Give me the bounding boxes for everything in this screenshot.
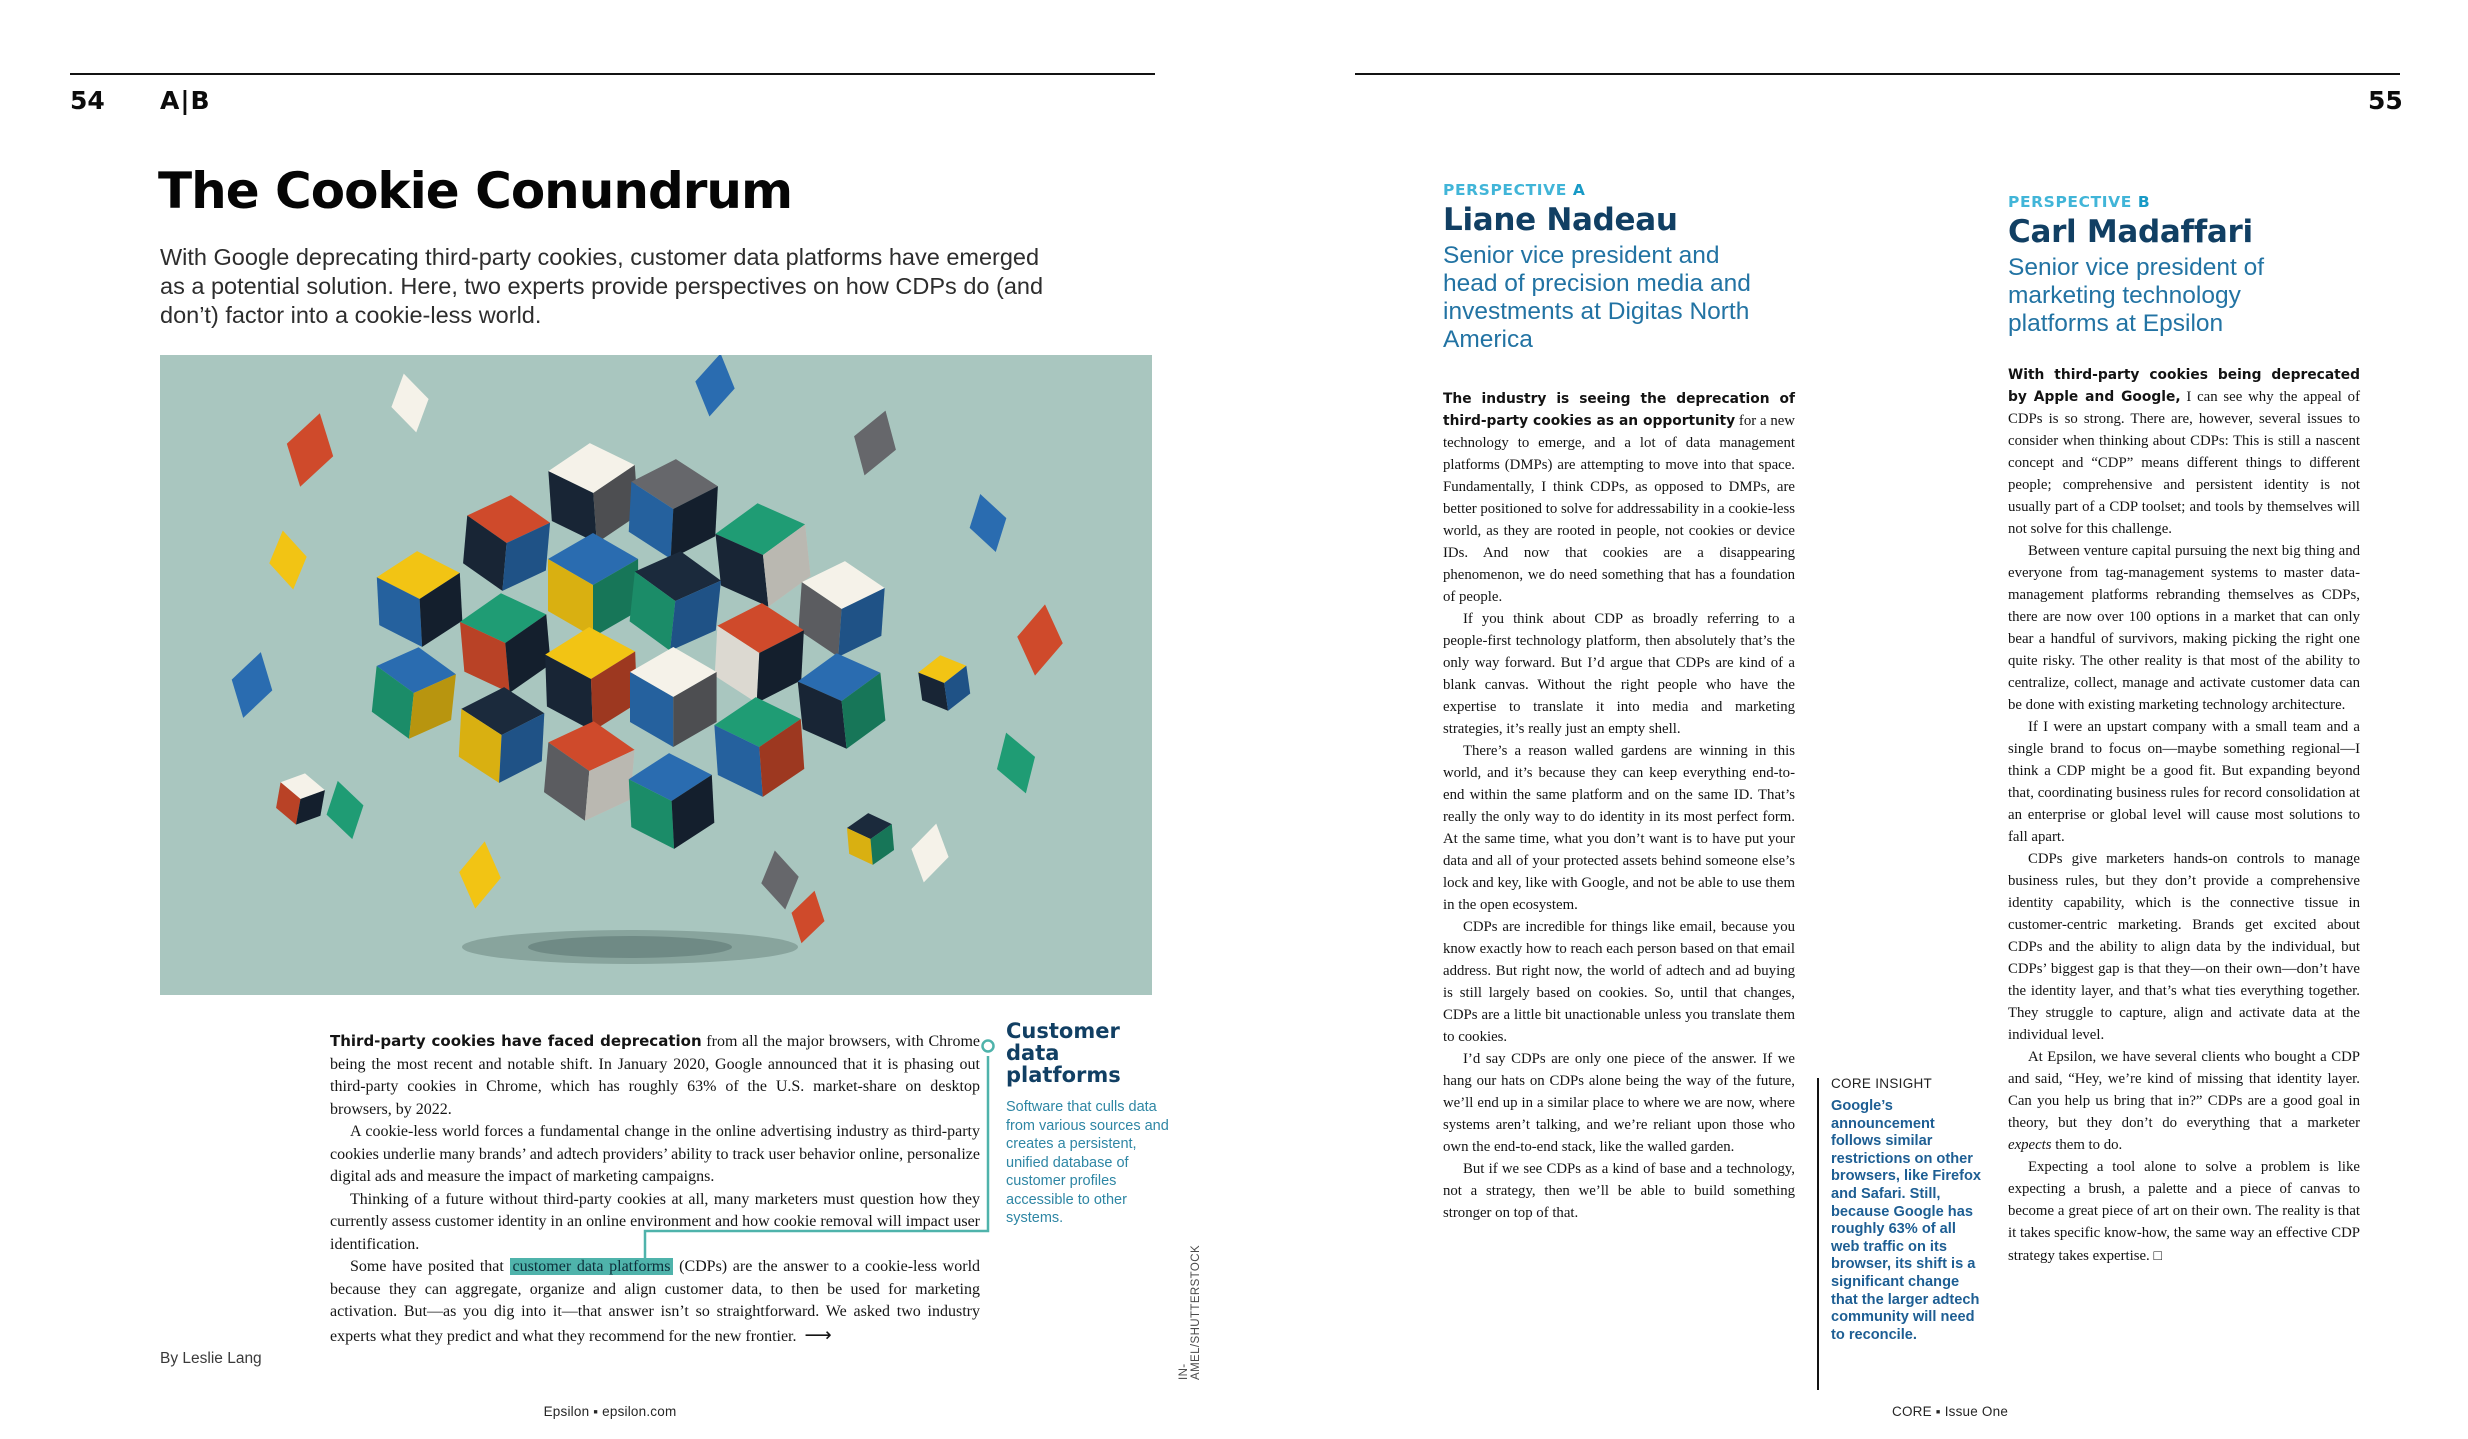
definition-term: Customer data platforms [1006,1019,1121,1087]
perspective-b-role: Senior vice president of marketing technology platforms at Epsilon [2008,254,2265,337]
right-page-rule [1355,73,2400,75]
article-intro: With Google deprecating third-party cookies, customer data platforms have emerged as a potential solution. Here, two experts provide perspectives on how CDPs do (and don’t) factor into a cookie-less world. [160,244,1044,328]
left-page-footer: Epsilon ▪ epsilon.com [543,1404,677,1419]
publication-logo: A|B [160,86,211,115]
column-paragraph: With third-party cookies being deprecated by Apple and Google, I can see why the appeal of CDPs is so strong. There are, however, several issues to consider when thinking about CDPs: This is still a nascent concept and “CDP” means different things to different people; comprehensive and persistent identity is not usually part of a CDP toolset; and tools by themselves will not solve for this challenge. [2008,367,2360,537]
highlighted-term: customer data platforms [510,1258,674,1275]
column-paragraph: If you think about CDP as broadly referring to a people-first technology platform, then absolutely that’s the only way forward. But I’d argue that CDPs are kind of a blank canvas. Without the right people who have the expertise to translate it into media and marketing strategies, it’s really just an empty shell. [1443,611,1795,737]
perspective-b-name: Carl Madaffari [2008,214,2253,250]
column-paragraph: But if we see CDPs as a kind of base and a technology, not a strategy, then we’ll be able to build something stronger on top of that. [1443,1161,1795,1221]
byline: By Leslie Lang [160,1350,262,1367]
article-paragraph: Thinking of a future without third-party cookies at all, many marketers must question how they currently assess customer identity in an online environment and how cookie removal will impact user identification. [330,1190,980,1253]
definition-text: Software that culls data from various sources and creates a persistent, unified database of customer profiles accessible to other systems. [1006,1099,1169,1226]
core-insight-divider [1817,1078,1819,1390]
perspective-b-letter: B [2137,193,2151,211]
left-page-number: 54 [70,86,105,115]
perspective-a-name: Liane Nadeau [1443,202,1678,238]
article-end-mark: □ [2153,1247,2162,1263]
article-illustration [160,355,1152,995]
core-insight-label: CORE INSIGHT [1831,1076,1933,1091]
core-insight-text: Google’s announcement follows similar restrictions on other browsers, like Firefox and Safari. Still, because Google has roughly 63% of all web traffic on its browser, its shift is a significant change that the larger adtech community will need to reconcile. [1831,1098,1982,1343]
right-page-number: 55 [2368,86,2403,115]
perspective-a-letter: A [1572,181,1586,199]
paragraph-lead-in: With third-party cookies being deprecated by Apple and Google, [2008,367,2360,405]
perspective-b-body [2008,364,2360,1267]
column-paragraph: There’s a reason walled gardens are winning in this world, and it’s because they can keep everything end-to-end within the same platform and on the same ID. That’s really the only way to do identity in its most perfect form. At the same time, what you don’t want is to have put your data and all of your protected assets behind someone else’s lock and key, like with Google, and not be able to use them in the open ecosystem. [1443,743,1795,913]
emphasized-word: expects [2008,1137,2052,1153]
column-paragraph: Between venture capital pursuing the next big thing and everyone from tag-management systems to master data-management platforms rebranding themselves as CDPs, there are now over 100 options in a market that can only bear a handful of survivors, making picking the right one quite risky. The other reality is that most of the ability to centralize, collect, manage and activate customer data can be done with existing marketing technology architecture. [2008,543,2360,713]
column-paragraph: I’d say CDPs are only one piece of the answer. If we hang our hats on CDPs alone being the way of the future, we’ll end up in a similar place to where we are now, where systems aren’t talking, and we’re reliant upon those who own the end-to-end stack, like the walled garden. [1443,1051,1795,1155]
column-paragraph: The industry is seeing the deprecation of third-party cookies as an opportunity for a new technology to emerge, and a lot of data management platforms (DMPs) are attempting to move into that space. Fundamentally, I think CDPs, as opposed to DMPs, are better positioned to solve for addressability in a cookie-less world, as they are rooted in people, not cookies or device IDs. And now that cookies are a disappearing phenomenon, we do need something that has a foundation of people. [1443,391,1795,605]
column-paragraph: CDPs give marketers hands-on controls to manage business rules, but they don’t provide a comprehensive identity capability, which is the connective tissue in customer-centric marketing. Brands get excited about CDPs and the ability to align data by the individual, but CDPs’ biggest gap is that they—on their own—don’t have the identity layer, and that’s what ties everything together. They struggle to capture, align and activate data at the individual level. [2008,851,2360,1043]
column-paragraph: At Epsilon, we have several clients who bought a CDP and said, “Hey, we’re kind of missing that identity layer. Can you help us bring that in?” CDPs are a good goal in theory, but they don’t do everything that a marketer expects them to do. [2008,1049,2360,1153]
perspective-a-header [1443,181,1798,354]
perspective-a-eyebrow: PERSPECTIVE A [1443,181,1586,199]
column-paragraph: Expecting a tool alone to solve a problem is like expecting a brush, a palette and a piece of canvas to become a great piece of art on their own. The reality is that it takes specific know-how, the same way an effective CDP strategy takes expertise. □ [2008,1159,2360,1264]
perspective-a-body [1443,388,1795,1224]
perspective-b-eyebrow: PERSPECTIVE B [2008,193,2151,211]
rubiks-cubes-illustration [160,355,1152,995]
article-paragraph: Some have posited that customer data platforms (CDPs) are the answer to a cookie-less world because they can aggregate, organize and align customer data, to then be used for marketing activation. But—as you dig into it—that answer isn’t so straightforward. We asked two industry experts what they predict and what they recommend for the new frontier. ⟶ [330,1258,981,1346]
article-body [330,1030,980,1348]
column-paragraph: CDPs are incredible for things like email, because you know exactly how to reach each person based on that email address. But right now, the world of adtech and ad buying is still largely based on cookies. So, until that changes, CDPs are a little bit unactionable unless you translate them to cookies. [1443,919,1795,1045]
paragraph-lead-in: Third-party cookies have faced deprecation [330,1032,702,1050]
article-paragraph: Third-party cookies have faced deprecation from all the major browsers, with Chrome being the most recent and notable shift. In January 2020, Google announced that it is phasing out third-party cookies in Chrome, which has roughly 63% of the U.S. market-share on desktop browsers, by 2022. [330,1032,980,1118]
perspective-a-role: Senior vice president and head of precision media and investments at Digitas North America [1443,242,1751,353]
definition-sidebar [1006,1020,1174,1228]
right-page-footer: CORE ▪ Issue One [1892,1404,2009,1419]
left-page-rule [70,73,1155,75]
article-title: The Cookie Conundrum [158,162,793,220]
article-paragraph: A cookie-less world forces a fundamental change in the online advertising industry as third-party cookies underlie many brands’ and adtech providers’ ability to track user behavior online, personalize digital ads and measure the impact of marketing campaigns. [330,1123,980,1185]
column-paragraph: If I were an upstart company with a small team and a single brand to focus on—maybe something regional—I think a CDP might be a good fit. But expanding beyond that, coordinating business rules for record consolidation at an enterprise or global level will cause most solutions to fall apart. [2008,719,2360,845]
continuation-arrow-icon: ⟶ [804,1323,832,1346]
paragraph-lead-in: The industry is seeing the deprecation of third-party cookies as an opportunity [1443,391,1795,429]
perspective-b-header [2008,193,2363,338]
photo-credit: IN-AMEL/SHUTTERSTOCK [1178,1244,1202,1380]
core-insight-box [1831,1076,1985,1344]
